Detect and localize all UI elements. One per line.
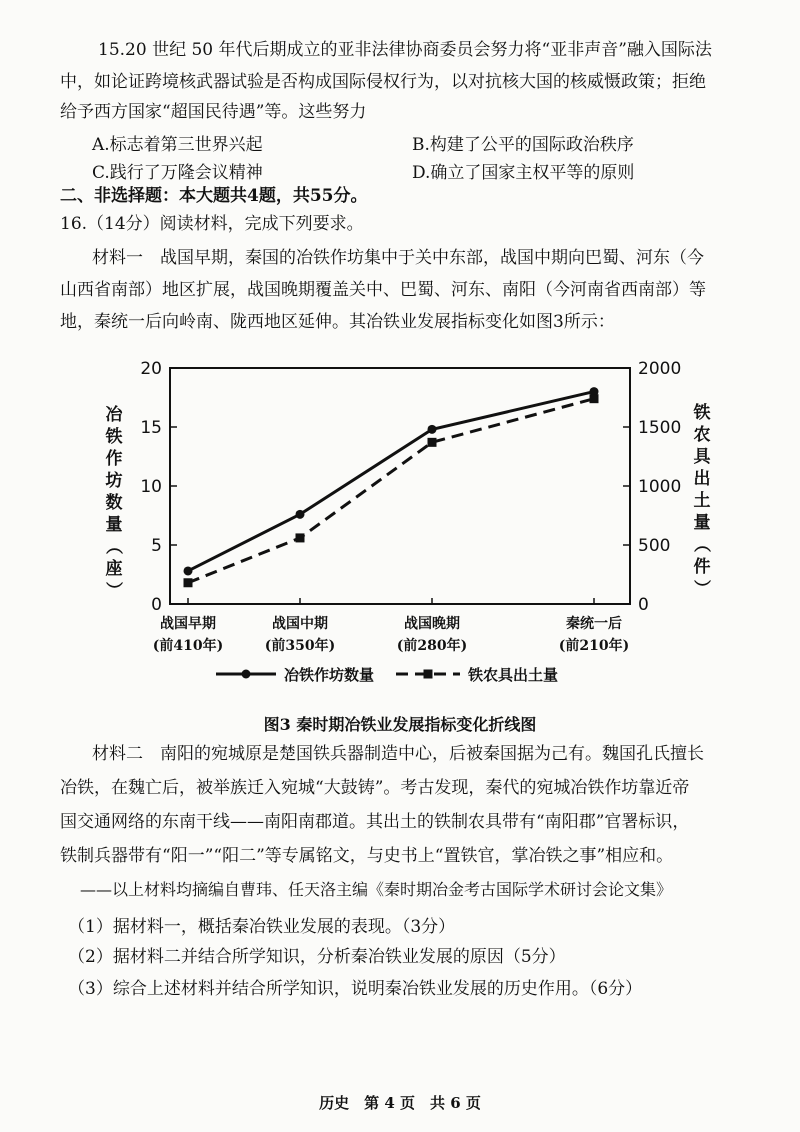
data-point-workshops	[296, 510, 305, 519]
left-axis-label-char: 作	[105, 449, 123, 469]
right-axis-tick-label: 1000	[638, 477, 682, 497]
right-axis-label-char: 量	[693, 513, 711, 533]
left-axis-tick-label: 5	[151, 536, 162, 556]
right-axis-label-char: （	[691, 535, 711, 553]
data-point-workshops	[184, 566, 193, 575]
material-source: ——以上材料均摘编自曹玮、任天洛主编《秦时期冶金考古国际学术研讨会论文集》	[80, 880, 673, 899]
data-point-iron-tools	[590, 394, 599, 403]
right-axis-tick-label: 500	[638, 536, 671, 556]
right-axis-label-char: 土	[693, 491, 711, 511]
right-axis-label-char: 件	[693, 557, 711, 577]
sub-question-1: （1）据材料一，概括秦冶铁业发展的表现。（3分）	[68, 917, 456, 937]
left-axis-label-char: 冶	[105, 405, 123, 425]
q15-line-2: 中，如论证跨境核武器试验是否构成国际侵权行为，以对抗核大国的核威慑政策；拒绝	[60, 72, 706, 92]
series-line-iron-tools	[188, 399, 594, 583]
q15-line-1: 15.20 世纪 50 年代后期成立的亚非法律协商委员会努力将“亚非声音”融入国际法	[98, 40, 712, 60]
q15-line-3: 给予西方国家“超国民待遇”等。这些努力	[60, 102, 367, 122]
left-axis-label-char: 数	[105, 493, 123, 513]
q16-header: 16.（14分）阅读材料，完成下列要求。	[60, 214, 364, 234]
left-axis-tick-label: 20	[140, 359, 162, 379]
x-axis-category-period: (前350年)	[264, 638, 336, 654]
data-point-iron-tools	[184, 578, 193, 587]
x-axis-category-label: 战国晚期	[404, 616, 460, 632]
iron-industry-line-chart	[90, 350, 730, 710]
legend-label-iron-tools: 铁农具出土量	[468, 666, 559, 684]
data-point-iron-tools	[428, 438, 437, 447]
plot-frame	[170, 368, 630, 604]
x-axis-category-period: (前210年)	[558, 638, 630, 654]
left-axis-tick-label: 15	[140, 418, 162, 438]
legend-label-workshops: 冶铁作坊数量	[284, 666, 375, 684]
material1-line-2: 山西省南部）地区扩展，战国晚期覆盖关中、巴蜀、河东、南阳（今河南省西南部）等	[60, 280, 706, 300]
right-axis-tick-label: 0	[638, 595, 649, 615]
material2-line-1: 材料二 南阳的宛城原是楚国铁兵器制造中心，后被秦国据为己有。魏国孔氏擅长	[92, 744, 704, 764]
left-axis-label-char: ）	[103, 581, 123, 599]
q15-option-c: C.践行了万隆会议精神	[92, 163, 263, 183]
page-footer: 历史 第 4 页 共 6 页	[319, 1094, 481, 1112]
material1-line-3: 地，秦统一后向岭南、陇西地区延伸。其冶铁业发展指标变化如图3所示：	[60, 312, 615, 332]
q15-option-b: B.构建了公平的国际政治秩序	[412, 135, 634, 155]
right-axis-tick-label: 1500	[638, 418, 682, 438]
right-axis-label-char: 农	[693, 425, 711, 445]
data-point-workshops	[428, 425, 437, 434]
q15-option-d: D.确立了国家主权平等的原则	[412, 163, 635, 183]
left-axis-label-char: 铁	[105, 427, 123, 447]
left-axis-label-char: 座	[105, 559, 123, 579]
material2-line-4: 铁制兵器带有“阳一”“阳二”等专属铭文，与史书上“置铁官，掌冶铁之事”相应和。	[60, 846, 674, 866]
x-axis-category-label: 战国早期	[160, 616, 216, 632]
x-axis-category-label: 战国中期	[272, 616, 328, 632]
material2-line-3: 国交通网络的东南干线——南阳南郡道。其出土的铁制农具带有“南阳郡”官署标识，	[60, 812, 690, 832]
x-axis-category-period: (前410年)	[152, 638, 224, 654]
right-axis-label-char: 铁	[693, 403, 711, 423]
section-heading: 二、非选择题：本大题共4题，共55分。	[60, 186, 368, 206]
left-axis-label-char: 坊	[105, 471, 123, 491]
left-axis-label-char: 量	[105, 515, 123, 535]
left-axis-tick-label: 0	[151, 595, 162, 615]
material2-line-2: 冶铁，在魏亡后，被举族迁入宛城“大鼓铸”。考古发现，秦代的宛城冶铁作坊靠近帝	[60, 778, 690, 798]
sub-question-2: （2）据材料二并结合所学知识，分析秦冶铁业发展的原因（5分）	[68, 947, 566, 967]
right-axis-label-char: 具	[693, 447, 711, 467]
legend-marker-iron-tools	[424, 670, 433, 679]
chart-caption: 图3 秦时期冶铁业发展指标变化折线图	[263, 715, 537, 734]
left-axis-tick-label: 10	[140, 477, 162, 497]
legend-marker-workshops	[242, 670, 251, 679]
x-axis-category-label: 秦统一后	[566, 616, 622, 632]
right-axis-tick-label: 2000	[638, 359, 682, 379]
q15-option-a: A.标志着第三世界兴起	[92, 135, 263, 155]
left-axis-label-char: （	[103, 537, 123, 555]
sub-question-3: （3）综合上述材料并结合所学知识，说明秦冶铁业发展的历史作用。（6分）	[68, 979, 643, 999]
data-point-iron-tools	[296, 533, 305, 542]
x-axis-category-period: (前280年)	[396, 638, 468, 654]
material1-line-1: 材料一 战国早期，秦国的冶铁作坊集中于关中东部，战国中期向巴蜀、河东（今	[92, 248, 704, 268]
right-axis-label-char: 出	[693, 469, 711, 489]
series-line-workshops	[188, 392, 594, 571]
right-axis-label-char: ）	[691, 579, 711, 597]
